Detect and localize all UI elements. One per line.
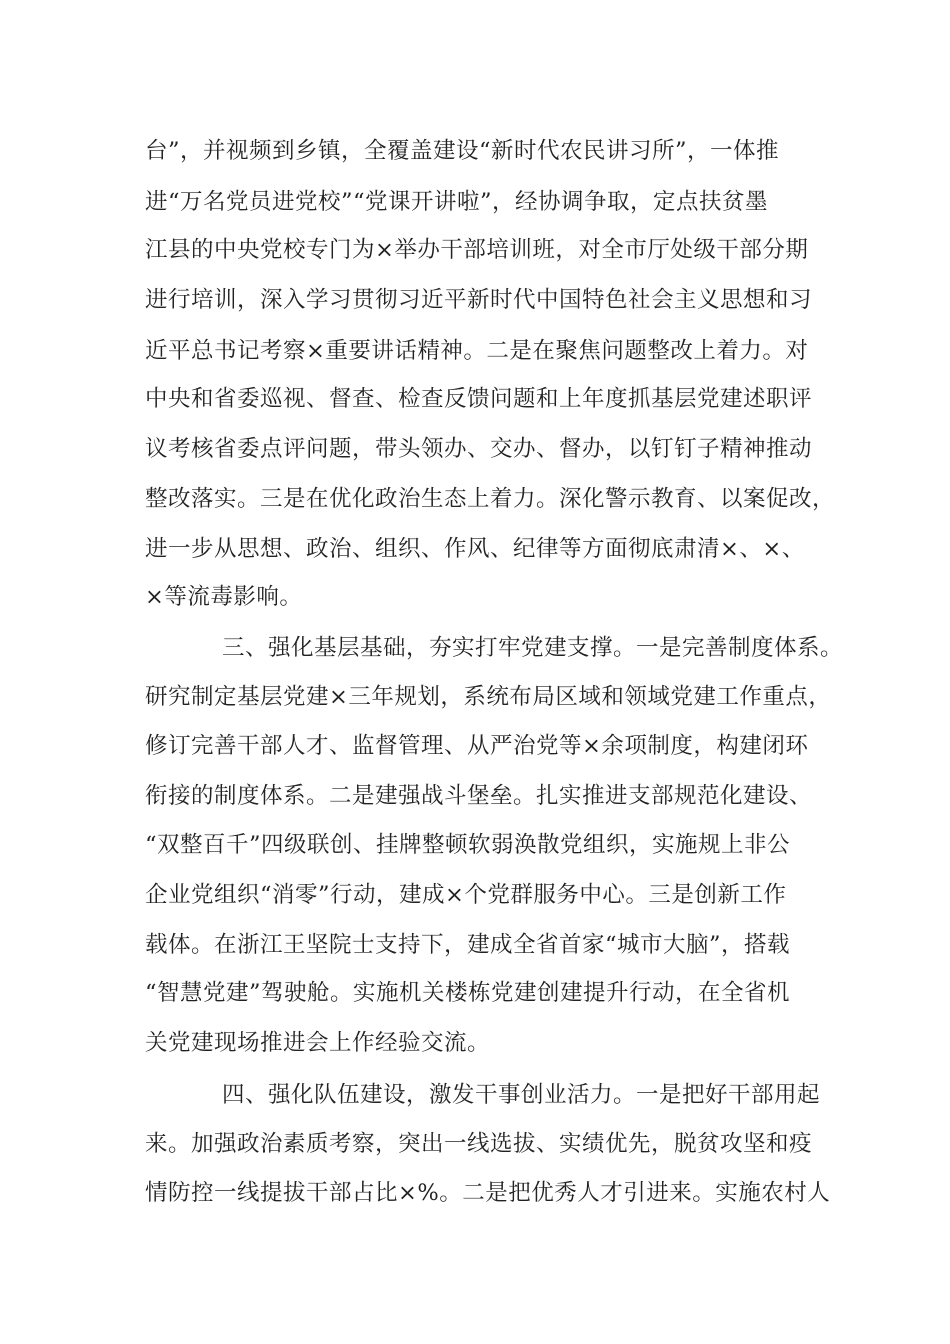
text-line: 关党建现场推进会上作经验交流。 — [145, 1030, 491, 1056]
text-line: 衔接的制度体系。二是建强战斗堡垒。扎实推进支部规范化建设、 — [145, 783, 813, 809]
text-line: 整改落实。三是在优化政治生态上着力。深化警示教育、以案促改， — [145, 486, 836, 512]
text-line: 进行培训，深入学习贯彻习近平新时代中国特色社会主义思想和习 — [145, 287, 813, 313]
text-line: 来。加强政治素质考察，突出一线选拔、实绩优先，脱贫攻坚和疫 — [145, 1131, 813, 1157]
text-line: 近平总书记考察×重要讲话精神。二是在聚焦问题整改上着力。对 — [145, 338, 809, 364]
text-line: 议考核省委点评问题，带头领办、交办、督办，以钉钉子精神推动 — [145, 436, 813, 462]
text-line: 进“万名党员进党校”“党课开讲啦”，经协调争取，定点扶贫墨 — [145, 189, 769, 215]
text-line: 中央和省委巡视、督查、检查反馈问题和上年度抓基层党建述职评 — [145, 386, 813, 412]
text-line: 企业党组织“消零”行动，建成×个党群服务中心。三是创新工作 — [145, 882, 787, 908]
text-line: “智慧党建”驾驶舱。实施机关楼栋党建创建提升行动，在全省机 — [145, 980, 791, 1006]
text-line: 情防控一线提拔干部占比×%。二是把优秀人才引进来。实施农村人 — [145, 1180, 831, 1206]
text-line: 江县的中央党校专门为×举办干部培训班，对全市厅处级干部分期 — [145, 237, 809, 263]
text-line: 修订完善干部人才、监督管理、从严治党等×余项制度，构建闭环 — [145, 733, 809, 759]
text-line: ×等流毒影响。 — [145, 584, 303, 610]
section-heading-line: 四、强化队伍建设，激发干事创业活力。一是把好干部用起 — [222, 1082, 821, 1108]
text-line: 进一步从思想、政治、组织、作风、纪律等方面彻底肃清×、×、 — [145, 536, 805, 562]
text-line: “双整百千”四级联创、挂牌整顿软弱涣散党组织，实施规上非公 — [145, 832, 791, 858]
text-line: 研究制定基层党建×三年规划，系统布局区域和领域党建工作重点， — [145, 684, 832, 710]
text-line: 载体。在浙江王坚院士支持下，建成全省首家“城市大脑”，搭载 — [145, 932, 791, 958]
section-heading-line: 三、强化基层基础，夯实打牢党建支撑。一是完善制度体系。 — [222, 635, 844, 661]
text-line: 台”，并视频到乡镇，全覆盖建设“新时代农民讲习所”，一体推 — [145, 138, 780, 164]
